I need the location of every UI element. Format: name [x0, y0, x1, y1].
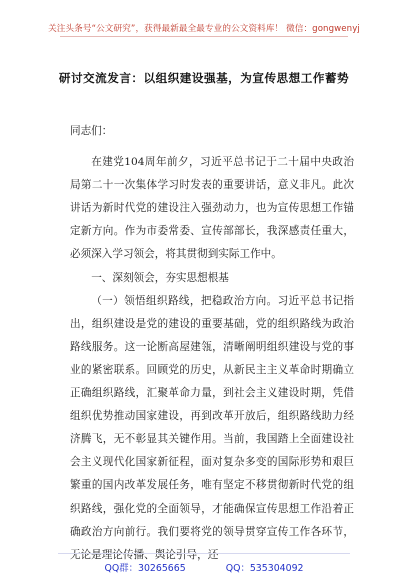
document-body — [70, 120, 354, 567]
header-banner: 关注头条号“公文研究”，获得最新最全最专业的公文资料库！ 微信：gongwenyj — [48, 24, 360, 34]
document-title: 研讨交流发言：以组织建设强基，为宣传思想工作蓄势 — [58, 71, 350, 85]
header-divider — [60, 36, 348, 37]
section-heading-1: 一、深刻领会，夯实思想根基 — [91, 271, 229, 284]
salutation: 同志们： — [70, 125, 113, 137]
footer-qq-group: QQ群：30265665 — [104, 563, 186, 574]
footer-divider — [58, 553, 350, 554]
footer-qq-number: QQ：535304092 — [225, 563, 304, 574]
body-paragraph-1-1: （一）领悟组织路线，把稳政治方向。习近平总书记指出，组织建设是党的建设的重要基础，党的组织路线为政治路线服务。这一论断高屋建瓴，清晰阐明组织建设与党的事业的紧密联系。回顾党的历史，从新民主主义革命时期确立正确组织路线，汇聚革命力量，到社会主义建设时期，凭借组织优势推动国家建设，再到改革开放后，组织路线助力经济腾飞，无不彰显其关键作用。当前，我国踏上全面建设社会主义现代化国家新征程，面对复杂多变的国际形势和艰巨繁重的国内改革发展任务，唯有坚定不移贯彻新时代党的组织路线，强化党的全面领导，才能确保宣传思想工作沿着正确政治方向前行。我们要将党的领导贯穿宣传工作各环节，无论是理论传播、舆论引导，还 — [70, 294, 354, 561]
body-paragraph-intro: 在建党104周年前夕，习近平总书记于二十届中央政治局第二十一次集体学习时发表的重要讲话，意义非凡。此次讲话为新时代党的建设注入强劲动力，也为宣传思想工作锚定新方向。作为市委常委、宣传部部长，我深感责任重大，必须深入学习领会，将其贯彻到实际工作中。 — [70, 156, 354, 261]
footer — [0, 560, 408, 574]
